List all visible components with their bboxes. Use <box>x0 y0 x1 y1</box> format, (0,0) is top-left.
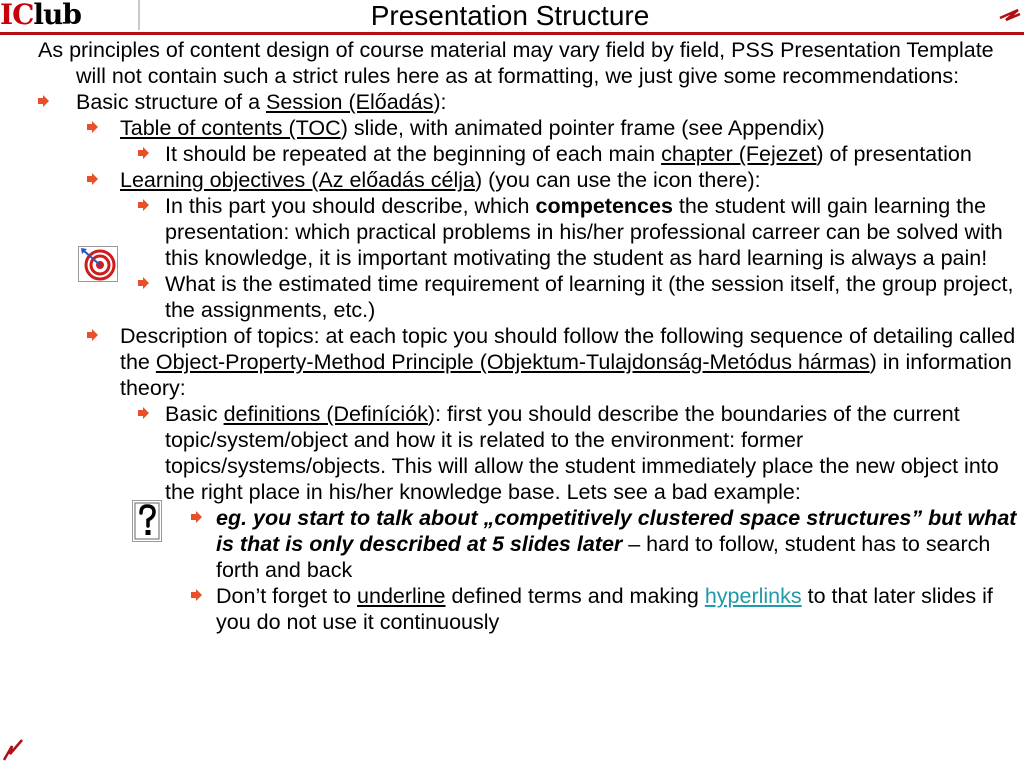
basic-structure-suffix: ): <box>433 90 447 114</box>
arrow-bullet-icon <box>86 329 98 341</box>
lightning-icon <box>998 6 1022 30</box>
learning-objectives-link[interactable]: Learning objectives (Az előadás célja <box>120 168 475 192</box>
list-item-describe <box>0 193 1024 271</box>
arrow-bullet-icon <box>137 407 149 419</box>
definitions-suffix: ): first you should describe the boundaries of the current topic/system/object and how it is related to the environment: former topics/systems/objects. This will allow the student immediately place the new object into the right place in his/her knowledge base. Lets see a bad example: <box>165 402 999 504</box>
arrow-bullet-icon <box>190 511 202 523</box>
chapter-link[interactable]: chapter (Fejezet <box>661 142 817 166</box>
definitions-text: Basic <box>165 402 224 426</box>
dont-forget-text: Don’t forget to <box>216 584 358 608</box>
topics-suffix: ) in information theory: <box>120 350 1012 400</box>
arrow-bullet-icon <box>190 589 202 601</box>
toc-text: ) slide, with animated pointer frame (see Appendix) <box>340 116 825 140</box>
arrow-bullet-icon <box>137 277 149 289</box>
basic-structure-text: Basic structure of a <box>76 90 266 114</box>
list-item-basic-structure <box>0 89 1024 115</box>
intro-text: As principles of content design of course material may vary field by field, PSS Presentation Template will not contain such a strict rules here as at formatting, we just give some recommendations: <box>38 38 994 88</box>
dont-forget-suffix: to that later slides if you do not use it continuously <box>216 584 993 634</box>
list-item-time <box>0 271 1024 323</box>
page-title: Presentation Structure <box>370 0 650 31</box>
logo-part-2: lub <box>33 0 81 31</box>
list-item-topics <box>0 323 1024 401</box>
hyperlinks-link[interactable]: hyperlinks <box>704 584 802 608</box>
repeat-suffix: ) of presentation <box>816 142 972 166</box>
intro-paragraph <box>0 37 1024 89</box>
logo <box>0 0 140 30</box>
slide-content <box>0 37 1024 635</box>
arrow-bullet-icon <box>86 121 98 133</box>
session-link[interactable]: Session (Előadás <box>266 90 434 114</box>
topics-text: Description of topics: at each topic you should follow the following sequence of detailing called the <box>120 324 1016 374</box>
list-item-learning-objectives <box>0 167 1024 193</box>
dont-forget-middle: defined terms and making <box>445 584 705 608</box>
describe-text: In this part you should describe, which <box>165 194 536 218</box>
list-item-repeat <box>0 141 1024 167</box>
time-text: What is the estimated time requirement of learning it (the session itself, the group project, the assignments, etc.) <box>165 272 1014 322</box>
arrow-bullet-icon <box>86 173 98 185</box>
list-item-dont-forget <box>0 583 1024 635</box>
opm-principle-link[interactable]: Object-Property-Method Principle (Objektum-Tulajdonság-Metódus hármas <box>155 350 870 374</box>
logo-part-1: IC <box>0 0 34 31</box>
definitions-link[interactable]: definitions (Definíciók <box>223 402 428 426</box>
lightning-icon-bottom <box>2 738 26 762</box>
describe-suffix: the student will gain learning the presentation: which practical problems in his/her professional carreer can be solved with this knowledge, it is important motivating the student as hard learning is always a pain! <box>165 194 1003 270</box>
bad-example-text: eg. you start to talk about „competitively clustered space structures” but what is that is only described at 5 slides later <box>216 506 1017 556</box>
toc-link[interactable]: Table of contents (TOC <box>120 116 341 140</box>
bad-example-suffix: – hard to follow, student has to search forth and back <box>216 532 991 582</box>
arrow-bullet-icon <box>137 199 149 211</box>
list-item-definitions <box>0 401 1024 505</box>
learning-objectives-text: ) (you can use the icon there): <box>474 168 761 192</box>
list-item-toc <box>0 115 1024 141</box>
title-divider <box>0 32 1024 35</box>
arrow-bullet-icon <box>37 95 49 107</box>
arrow-bullet-icon <box>137 147 149 159</box>
repeat-text: It should be repeated at the beginning of each main <box>165 142 662 166</box>
competences-term: competences <box>535 194 673 218</box>
underline-term: underline <box>357 584 446 608</box>
list-item-example <box>0 505 1024 583</box>
